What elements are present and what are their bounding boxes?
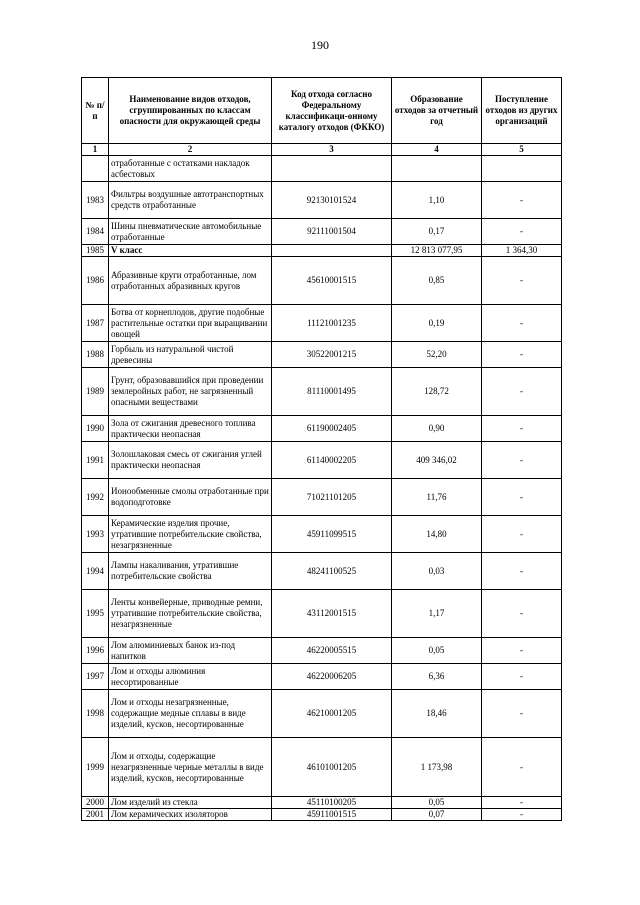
fkko-code: 30522001215: [272, 342, 392, 368]
fkko-code: 45911001515: [272, 809, 392, 821]
table-row: [82, 182, 562, 219]
table-row: [82, 553, 562, 590]
formed-amount: 14,80: [392, 516, 482, 553]
table-row: [82, 442, 562, 479]
received-amount: -: [482, 219, 562, 245]
waste-name: Золошлаковая смесь от сжигания углей практически неопасная: [109, 442, 272, 479]
waste-name: Лом и отходы незагрязненные, содержащие медные сплавы в виде изделий, кусков, несортированные: [109, 690, 272, 738]
fkko-code: 48241100525: [272, 553, 392, 590]
fkko-code: 11121001235: [272, 305, 392, 342]
fkko-code: [272, 156, 392, 182]
waste-name: Лом изделий из стекла: [109, 797, 272, 809]
waste-name: отработанные с остатками накладок асбестовых: [109, 156, 272, 182]
formed-amount: 1,17: [392, 590, 482, 638]
fkko-code: 46220005515: [272, 638, 392, 664]
table-row: [82, 690, 562, 738]
waste-name: Лом и отходы, содержащие незагрязненные черные металлы в виде изделий, кусков, несортированные: [109, 738, 272, 797]
formed-amount: 0,05: [392, 638, 482, 664]
received-amount: 1 364,30: [482, 245, 562, 257]
fkko-code: [272, 245, 392, 257]
row-number: 1984: [82, 219, 109, 245]
formed-amount: 52,20: [392, 342, 482, 368]
header-waste-name: Наименование видов отходов, сгруппированных по классам опасности для окружающей среды: [109, 78, 272, 144]
row-number: 1991: [82, 442, 109, 479]
received-amount: -: [482, 638, 562, 664]
row-number: 1996: [82, 638, 109, 664]
row-number: 2000: [82, 797, 109, 809]
column-number: 2: [109, 144, 272, 156]
formed-amount: 128,72: [392, 368, 482, 416]
row-number: 1987: [82, 305, 109, 342]
received-amount: -: [482, 590, 562, 638]
formed-amount: [392, 156, 482, 182]
received-amount: -: [482, 809, 562, 821]
formed-amount: 0,03: [392, 553, 482, 590]
waste-name: Ионообменные смолы отработанные при водоподготовке: [109, 479, 272, 516]
table-row: [82, 809, 562, 821]
received-amount: -: [482, 368, 562, 416]
formed-amount: 0,05: [392, 797, 482, 809]
received-amount: -: [482, 516, 562, 553]
header-number: № п/п: [82, 78, 109, 144]
formed-amount: 0,07: [392, 809, 482, 821]
header-formed: Образование отходов за отчетный год: [392, 78, 482, 144]
column-number: 4: [392, 144, 482, 156]
formed-amount: 409 346,02: [392, 442, 482, 479]
formed-amount: 11,76: [392, 479, 482, 516]
waste-name: Фильтры воздушные автотранспортных средств отработанные: [109, 182, 272, 219]
formed-amount: 12 813 077,95: [392, 245, 482, 257]
row-number: 1999: [82, 738, 109, 797]
received-amount: -: [482, 797, 562, 809]
waste-name: Зола от сжигания древесного топлива практически неопасная: [109, 416, 272, 442]
row-number: 1997: [82, 664, 109, 690]
row-number: 1989: [82, 368, 109, 416]
row-number: 1992: [82, 479, 109, 516]
received-amount: -: [482, 182, 562, 219]
table-row: [82, 516, 562, 553]
waste-name: Шины пневматические автомобильные отработанные: [109, 219, 272, 245]
fkko-code: 45110100205: [272, 797, 392, 809]
hazard-class-row: [82, 245, 562, 257]
table-row: [82, 156, 562, 182]
table-row: [82, 368, 562, 416]
row-number: 1988: [82, 342, 109, 368]
formed-amount: 0,19: [392, 305, 482, 342]
received-amount: -: [482, 479, 562, 516]
received-amount: -: [482, 664, 562, 690]
row-number: 1993: [82, 516, 109, 553]
fkko-code: 61190002405: [272, 416, 392, 442]
table-row: [82, 664, 562, 690]
formed-amount: 0,85: [392, 257, 482, 305]
column-number: 3: [272, 144, 392, 156]
table-row: [82, 416, 562, 442]
row-number: 1995: [82, 590, 109, 638]
fkko-code: 45610001515: [272, 257, 392, 305]
waste-name: Лом алюминиевых банок из-под напитков: [109, 638, 272, 664]
received-amount: [482, 156, 562, 182]
table-row: [82, 638, 562, 664]
formed-amount: 1,10: [392, 182, 482, 219]
received-amount: -: [482, 738, 562, 797]
waste-name: Лом и отходы алюминия несортированные: [109, 664, 272, 690]
table-header-row: [82, 78, 562, 144]
waste-name: Керамические изделия прочие, утратившие потребительские свойства, незагрязненные: [109, 516, 272, 553]
waste-name: Абразивные круги отработанные, лом отработанных абразивных кругов: [109, 257, 272, 305]
row-number: [82, 156, 109, 182]
waste-name: Лампы накаливания, утратившие потребительские свойства: [109, 553, 272, 590]
table-row: [82, 738, 562, 797]
header-received: Поступление отходов из других организаций: [482, 78, 562, 144]
formed-amount: 6,36: [392, 664, 482, 690]
formed-amount: 0,17: [392, 219, 482, 245]
received-amount: -: [482, 416, 562, 442]
waste-name: Ботва от корнеплодов, другие подобные растительные остатки при выращивании овощей: [109, 305, 272, 342]
waste-table: [81, 77, 562, 821]
row-number: 2001: [82, 809, 109, 821]
table-body: [82, 156, 562, 821]
row-number: 1998: [82, 690, 109, 738]
fkko-code: 81110001495: [272, 368, 392, 416]
page-number: 190: [311, 38, 329, 52]
table-row: [82, 257, 562, 305]
received-amount: -: [482, 342, 562, 368]
fkko-code: 71021101205: [272, 479, 392, 516]
waste-name: Лом керамических изоляторов: [109, 809, 272, 821]
table-row: [82, 479, 562, 516]
table-row: [82, 797, 562, 809]
received-amount: -: [482, 442, 562, 479]
fkko-code: 43112001515: [272, 590, 392, 638]
received-amount: -: [482, 305, 562, 342]
row-number: 1986: [82, 257, 109, 305]
fkko-code: 92111001504: [272, 219, 392, 245]
row-number: 1990: [82, 416, 109, 442]
waste-name: V класс: [109, 245, 272, 257]
formed-amount: 1 173,98: [392, 738, 482, 797]
header-fkko-code: Код отхода согласно Федеральному классификаци-онному каталогу отходов (ФККО): [272, 78, 392, 144]
table-row: [82, 219, 562, 245]
table-row: [82, 305, 562, 342]
fkko-code: 46220006205: [272, 664, 392, 690]
fkko-code: 46101001205: [272, 738, 392, 797]
waste-name: Ленты конвейерные, приводные ремни, утратившие потребительские свойства, незагрязненные: [109, 590, 272, 638]
table-row: [82, 342, 562, 368]
table-row: [82, 590, 562, 638]
received-amount: -: [482, 257, 562, 305]
fkko-code: 46210001205: [272, 690, 392, 738]
column-number: 5: [482, 144, 562, 156]
column-number: 1: [82, 144, 109, 156]
waste-name: Грунт, образовавшийся при проведении землеройных работ, не загрязненный опасными веществами: [109, 368, 272, 416]
fkko-code: 61140002205: [272, 442, 392, 479]
row-number: 1983: [82, 182, 109, 219]
fkko-code: 45911099515: [272, 516, 392, 553]
formed-amount: 18,46: [392, 690, 482, 738]
row-number: 1985: [82, 245, 109, 257]
formed-amount: 0,90: [392, 416, 482, 442]
received-amount: -: [482, 553, 562, 590]
fkko-code: 92130101524: [272, 182, 392, 219]
row-number: 1994: [82, 553, 109, 590]
waste-name: Горбыль из натуральной чистой древесины: [109, 342, 272, 368]
column-number-row: [82, 144, 562, 156]
received-amount: -: [482, 690, 562, 738]
